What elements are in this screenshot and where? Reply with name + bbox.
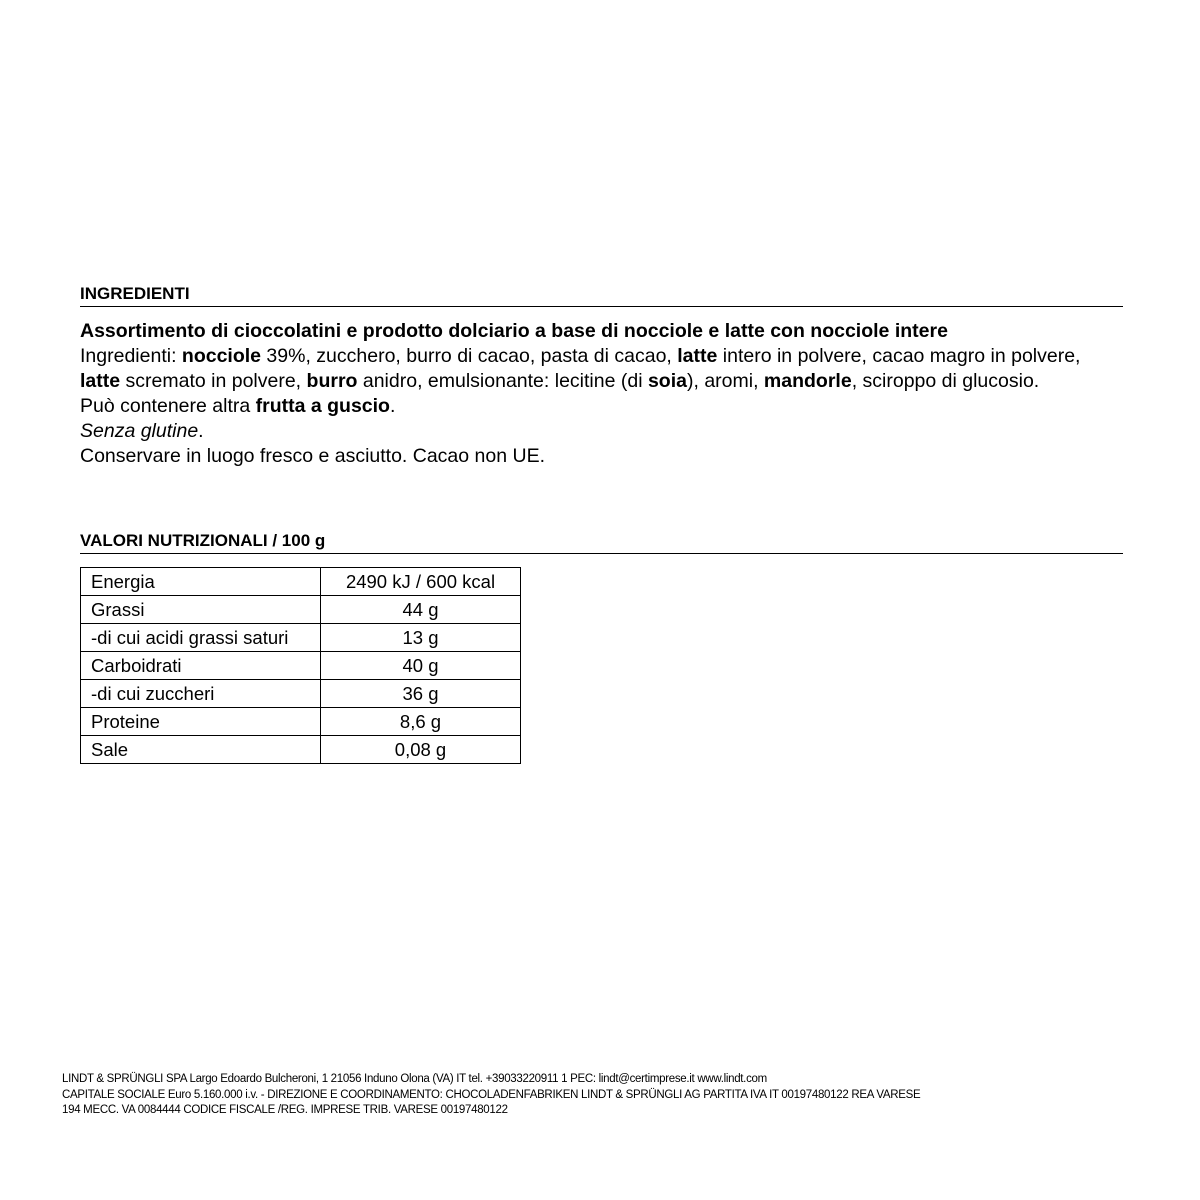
- allergen-highlight: frutta a guscio: [255, 395, 390, 417]
- gluten-suffix: .: [198, 420, 204, 442]
- allergen-suffix: .: [389, 395, 396, 417]
- gluten-note: [80, 419, 1125, 444]
- ingredient-text: Ingredienti:: [80, 345, 182, 367]
- ingredients-title: INGREDIENTI: [80, 284, 1123, 307]
- allergen-ingredient: soia: [647, 370, 687, 392]
- storage-note: Conservare in luogo fresco e asciutto. Cacao non UE.: [80, 445, 546, 467]
- ingredient-text: anidro, emulsionante: lecitine (di: [357, 370, 648, 392]
- nutrition-title: VALORI NUTRIZIONALI / 100 g: [80, 531, 1123, 554]
- allergen-ingredient: burro: [306, 370, 358, 392]
- ingredient-text: intero in polvere, cacao magro in polvere,: [717, 345, 1081, 367]
- nutrient-label: Energia: [81, 568, 321, 596]
- nutrient-label: Sale: [81, 736, 321, 764]
- allergen-ingredient: latte: [80, 370, 121, 392]
- footer-line: CAPITALE SOCIALE Euro 5.160.000 i.v. - DIREZIONE E COORDINAMENTO: CHOCOLADENFABRIKEN LINDT & SPRÜNGLI AG PARTITA IVA IT 00197480122 REA VARESE: [62, 1088, 921, 1101]
- nutrition-table: [80, 567, 521, 764]
- nutrient-value: 44 g: [321, 596, 521, 624]
- footer-line: 194 MECC. VA 0084444 CODICE FISCALE /REG. IMPRESE TRIB. VARESE 00197480122: [62, 1104, 508, 1116]
- ingredients-block: [80, 319, 1125, 469]
- ingredient-text: , sciroppo di glucosio.: [851, 370, 1040, 392]
- table-row: [81, 652, 521, 680]
- nutrient-label: Grassi: [81, 596, 321, 624]
- allergen-ingredient: nocciole: [181, 345, 262, 367]
- allergen-ingredient: mandorle: [763, 370, 852, 392]
- nutrient-label: -di cui zuccheri: [81, 680, 321, 708]
- ingredient-text: 39%, zucchero, burro di cacao, pasta di cacao,: [261, 345, 678, 367]
- nutrient-value: 13 g: [321, 624, 521, 652]
- nutrient-value: 36 g: [321, 680, 521, 708]
- ingredients-list: [80, 344, 1125, 394]
- allergen-prefix: Può contenere altra: [80, 395, 256, 417]
- table-row: [81, 624, 521, 652]
- company-footer: [62, 1072, 1162, 1119]
- nutrient-value: 8,6 g: [321, 708, 521, 736]
- nutrient-value: 40 g: [321, 652, 521, 680]
- table-row: [81, 596, 521, 624]
- table-row: [81, 708, 521, 736]
- table-row: [81, 736, 521, 764]
- nutrient-value: 2490 kJ / 600 kcal: [321, 568, 521, 596]
- table-row: [81, 568, 521, 596]
- nutrient-label: Proteine: [81, 708, 321, 736]
- nutrient-label: -di cui acidi grassi saturi: [81, 624, 321, 652]
- nutrient-label: Carboidrati: [81, 652, 321, 680]
- nutrient-value: 0,08 g: [321, 736, 521, 764]
- ingredient-text: ), aromi,: [686, 370, 764, 392]
- ingredient-text: scremato in polvere,: [120, 370, 307, 392]
- allergen-ingredient: latte: [677, 345, 718, 367]
- allergen-note: [80, 394, 1125, 419]
- product-heading: Assortimento di cioccolatini e prodotto dolciario a base di nocciole e latte con nocciole intere: [80, 320, 948, 342]
- table-row: [81, 680, 521, 708]
- gluten-free-label: Senza glutine: [80, 420, 199, 442]
- footer-line: LINDT & SPRÜNGLI SPA Largo Edoardo Bulcheroni, 1 21056 Induno Olona (VA) IT tel. +39033220911 1 PEC: lindt@certimprese.it www.lindt.com: [62, 1073, 767, 1085]
